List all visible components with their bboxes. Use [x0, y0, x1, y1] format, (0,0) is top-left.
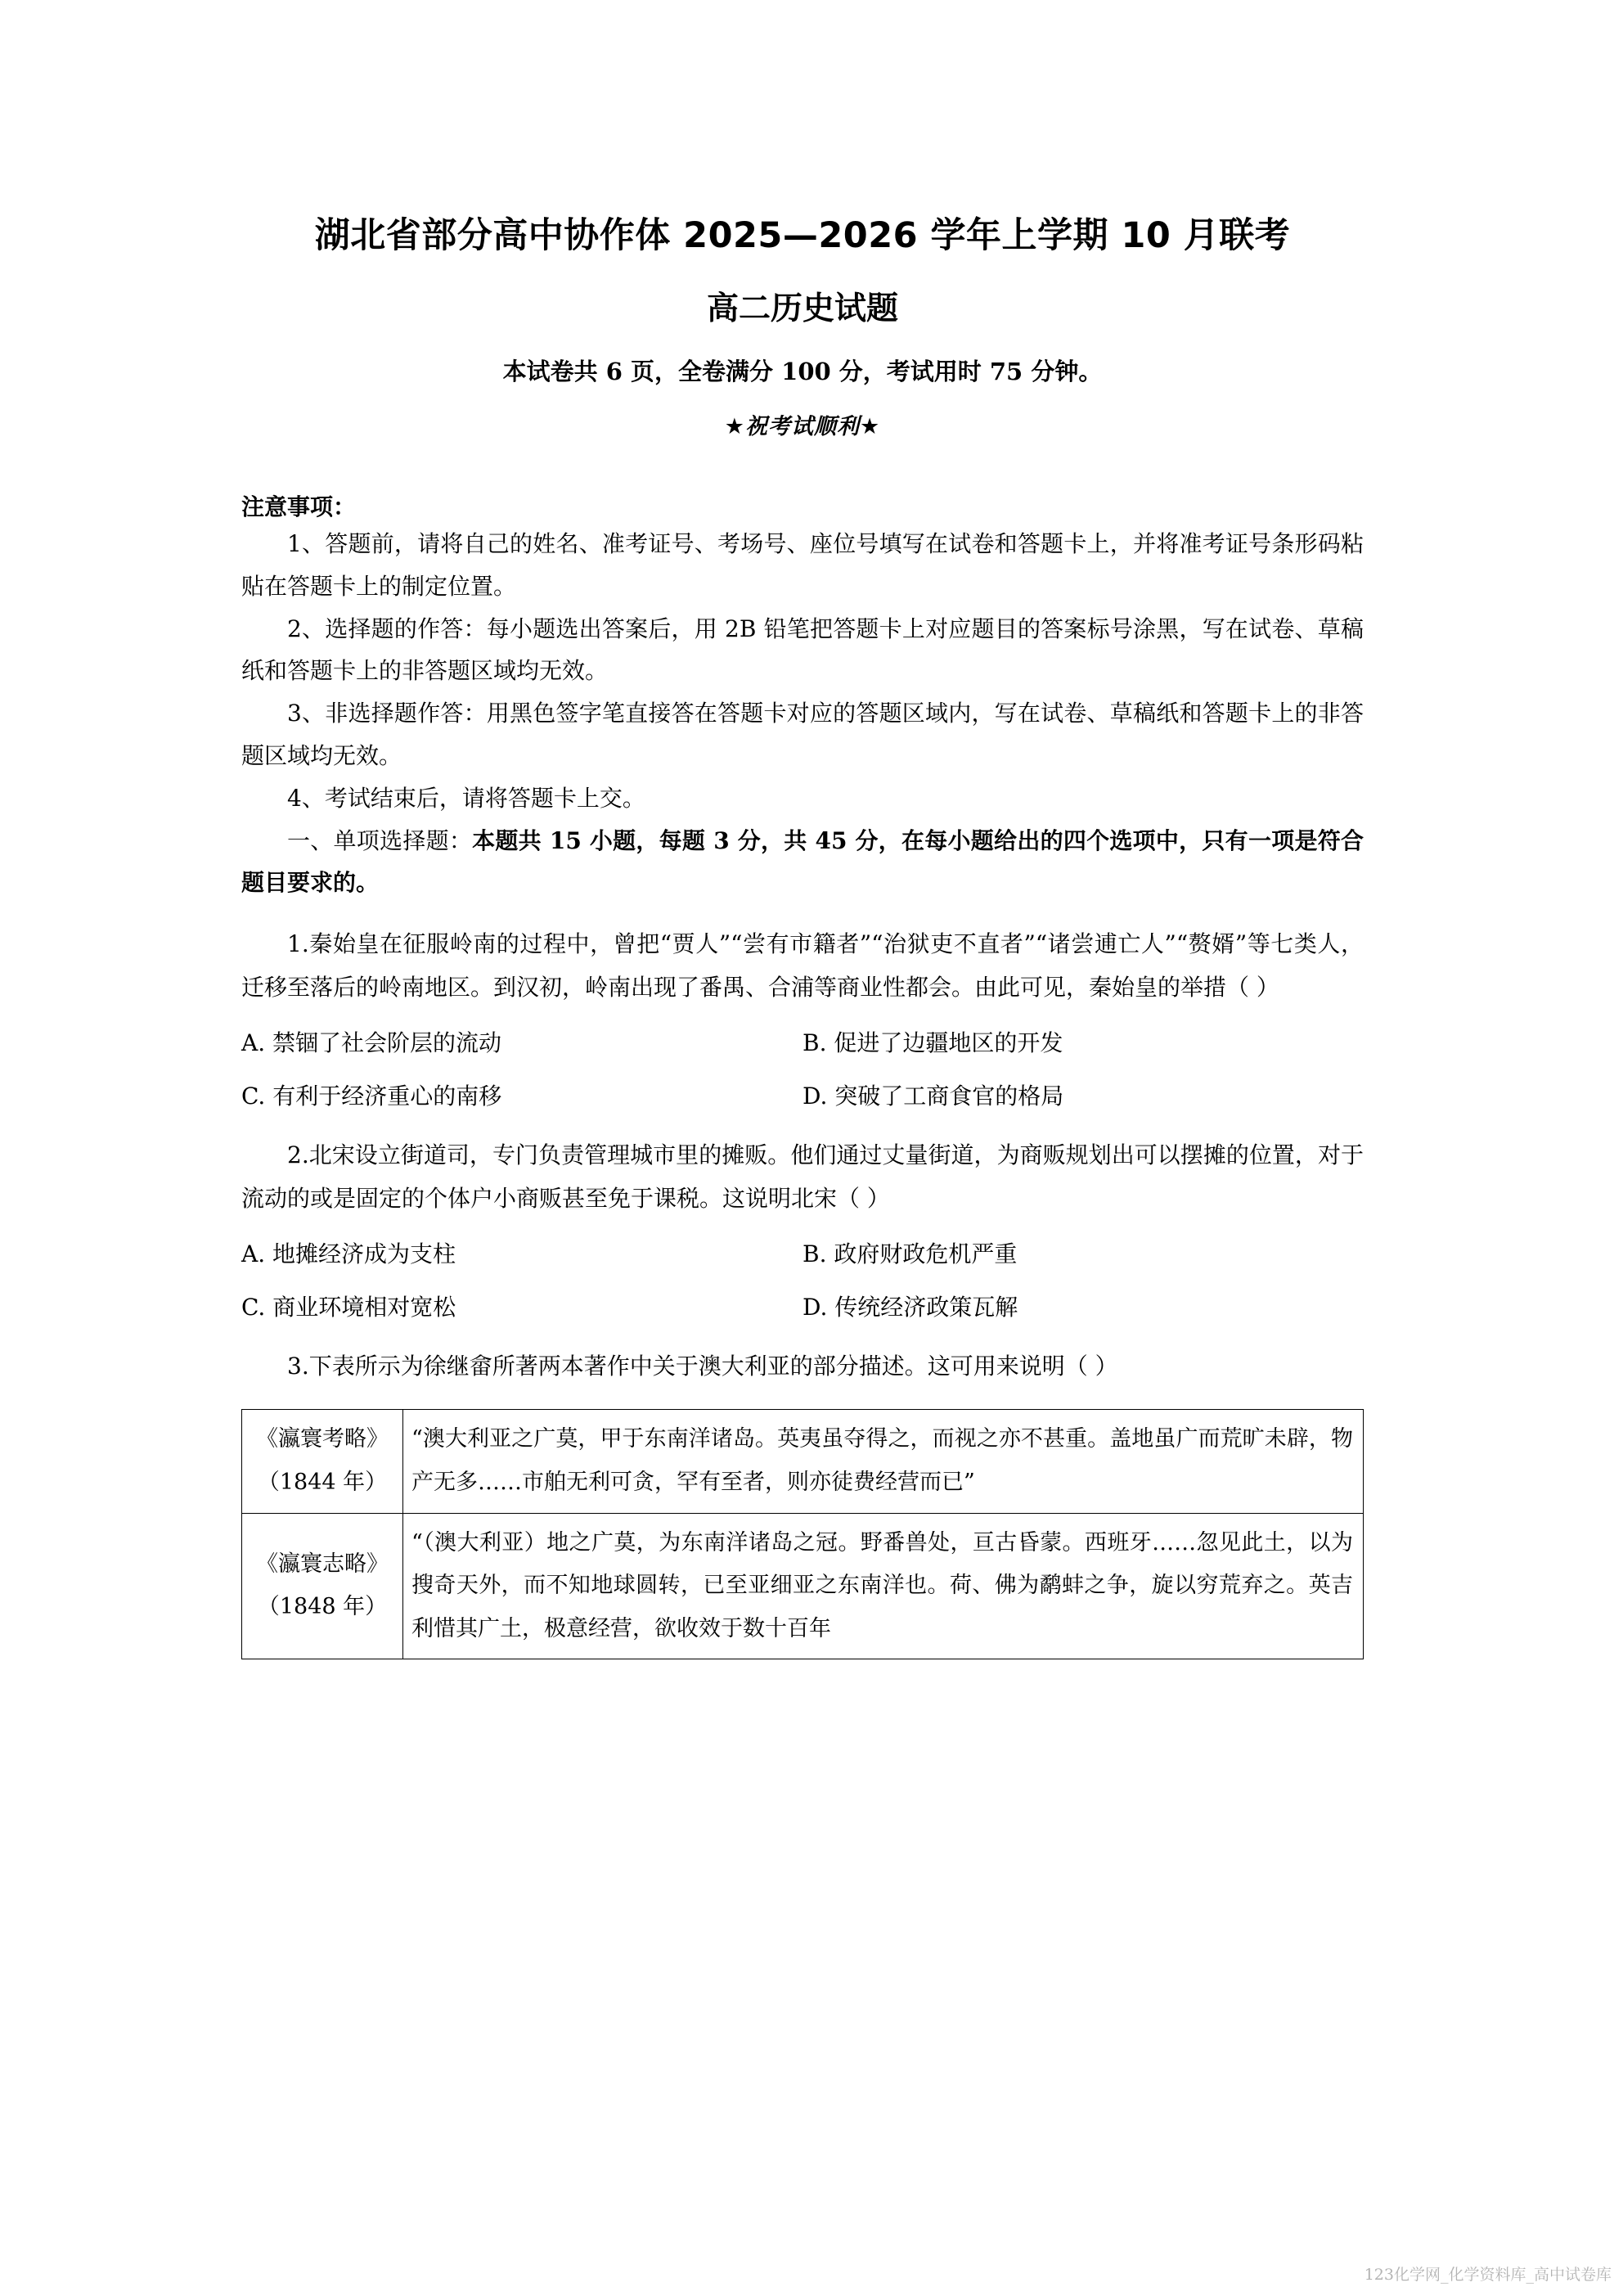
option-letter: A.: [241, 1029, 266, 1057]
table-cell-source-label: 《瀛寰考略》（1844 年）: [242, 1410, 403, 1513]
question-3-source-table: [241, 1409, 1364, 1659]
option-text: 地摊经济成为支柱: [272, 1240, 456, 1268]
notes-item-1: 1、答题前，请将自己的姓名、准考证号、考场号、座位号填写在试卷和答题卡上，并将准考证号条形码粘贴在答题卡上的制定位置。: [241, 529, 1364, 600]
option-letter: B.: [803, 1029, 827, 1057]
question-1-options-row-1: [241, 1009, 1364, 1062]
page-content: [241, 0, 1364, 1659]
question-1-option-a[interactable]: [241, 1025, 803, 1062]
section-description: 本题共 15 小题，每题 3 分，共 45 分，在每小题给出的四个选项中，只有一项是符合题目要求的。: [241, 826, 1364, 897]
question-2-options-row-1: [241, 1220, 1364, 1273]
question-1-stem: 1.秦始皇在征服岭南的过程中，曾把“贾人”“尝有市籍者”“治狱吏不直者”“诸尝逋亡人”“赘婿”等七类人，迁移至落后的岭南地区。到汉初，岭南出现了番禺、合浦等商业性都会。由此可见，秦始皇的举措（ ）: [241, 930, 1364, 1002]
option-text: 禁锢了社会阶层的流动: [272, 1029, 502, 1057]
table-cell-source-text: “（澳大利亚）地之广莫，为东南洋诸岛之冠。野番兽处，亘古昏蒙。西班牙……忽见此土，以为搜奇天外，而不知地球圆转，已至亚细亚之东南洋也。荷、佛为鹬蚌之争，旋以穷荒弃之。英吉利惜其广土，极意经营，欲收效于数十百年: [403, 1513, 1364, 1659]
question-1-option-c[interactable]: [241, 1078, 803, 1115]
question-2-option-c[interactable]: [241, 1290, 803, 1326]
exam-meta-line: 本试卷共 6 页，全卷满分 100 分，考试用时 75 分钟。: [502, 357, 1103, 385]
option-text: 传统经济政策瓦解: [834, 1294, 1018, 1321]
question-1-option-b[interactable]: [803, 1025, 1364, 1062]
good-luck-line: ★祝考试顺利★: [724, 413, 881, 439]
table-cell-source-label: 《瀛寰志略》（1848 年）: [242, 1513, 403, 1659]
option-letter: B.: [803, 1240, 827, 1268]
option-letter: D.: [803, 1294, 828, 1321]
option-text: 突破了工商食官的格局: [834, 1083, 1064, 1110]
option-letter: D.: [803, 1083, 828, 1110]
table-row: [242, 1513, 1364, 1659]
option-letter: A.: [241, 1240, 266, 1268]
question-2-option-a[interactable]: [241, 1236, 803, 1273]
page-subtitle: 高二历史试题: [706, 290, 898, 327]
option-text: 商业环境相对宽松: [272, 1294, 456, 1321]
option-text: 促进了边疆地区的开发: [834, 1029, 1063, 1057]
table-cell-source-text: “澳大利亚之广莫，甲于东南洋诸岛。英夷虽夺得之，而视之亦不甚重。盖地虽广而荒旷未辟，物产无多……市舶无利可贪，罕有至者，则亦徒费经营而已”: [403, 1410, 1364, 1513]
question-3-stem: 3.下表所示为徐继畲所著两本著作中关于澳大利亚的部分描述。这可用来说明（ ）: [287, 1353, 1118, 1380]
notes-item-4: 4、考试结束后，请将答题卡上交。: [287, 784, 645, 812]
question-1-options-row-2: [241, 1062, 1364, 1115]
table-row: [242, 1410, 1364, 1513]
section-heading-multiple-choice: [241, 820, 1364, 905]
page-title: 湖北省部分高中协作体 2025—2026 学年上学期 10 月联考: [314, 215, 1291, 256]
notes-heading: 注意事项：: [241, 493, 357, 520]
option-letter: C.: [241, 1083, 266, 1110]
notes-item-2: 2、选择题的作答：每小题选出答案后，用 2B 铅笔把答题卡上对应题目的答案标号涂黑，写在试卷、草稿纸和答题卡上的非答题区域均无效。: [241, 615, 1364, 685]
section-label: 一、单项选择题：: [287, 826, 473, 854]
notes-item-3: 3、非选择题作答：用黑色签字笔直接答在答题卡对应的答题区域内，写在试卷、草稿纸和答题卡上的非答题区域均无效。: [241, 700, 1364, 769]
option-text: 有利于经济重心的南移: [272, 1083, 502, 1110]
question-2-options-row-2: [241, 1273, 1364, 1326]
question-2-option-b[interactable]: [803, 1236, 1364, 1273]
option-text: 政府财政危机严重: [834, 1240, 1018, 1268]
question-2-stem: 2.北宋设立街道司，专门负责管理城市里的摊贩。他们通过丈量街道，为商贩规划出可以摆摊的位置，对于流动的或是固定的个体户小商贩甚至免于课税。这说明北宋（ ）: [241, 1141, 1364, 1213]
question-1-option-d[interactable]: [803, 1078, 1364, 1115]
question-2-option-d[interactable]: [803, 1290, 1364, 1326]
footer-watermark: 123化学网_化学资料库_高中试卷库: [1364, 2266, 1612, 2284]
option-letter: C.: [241, 1294, 266, 1321]
